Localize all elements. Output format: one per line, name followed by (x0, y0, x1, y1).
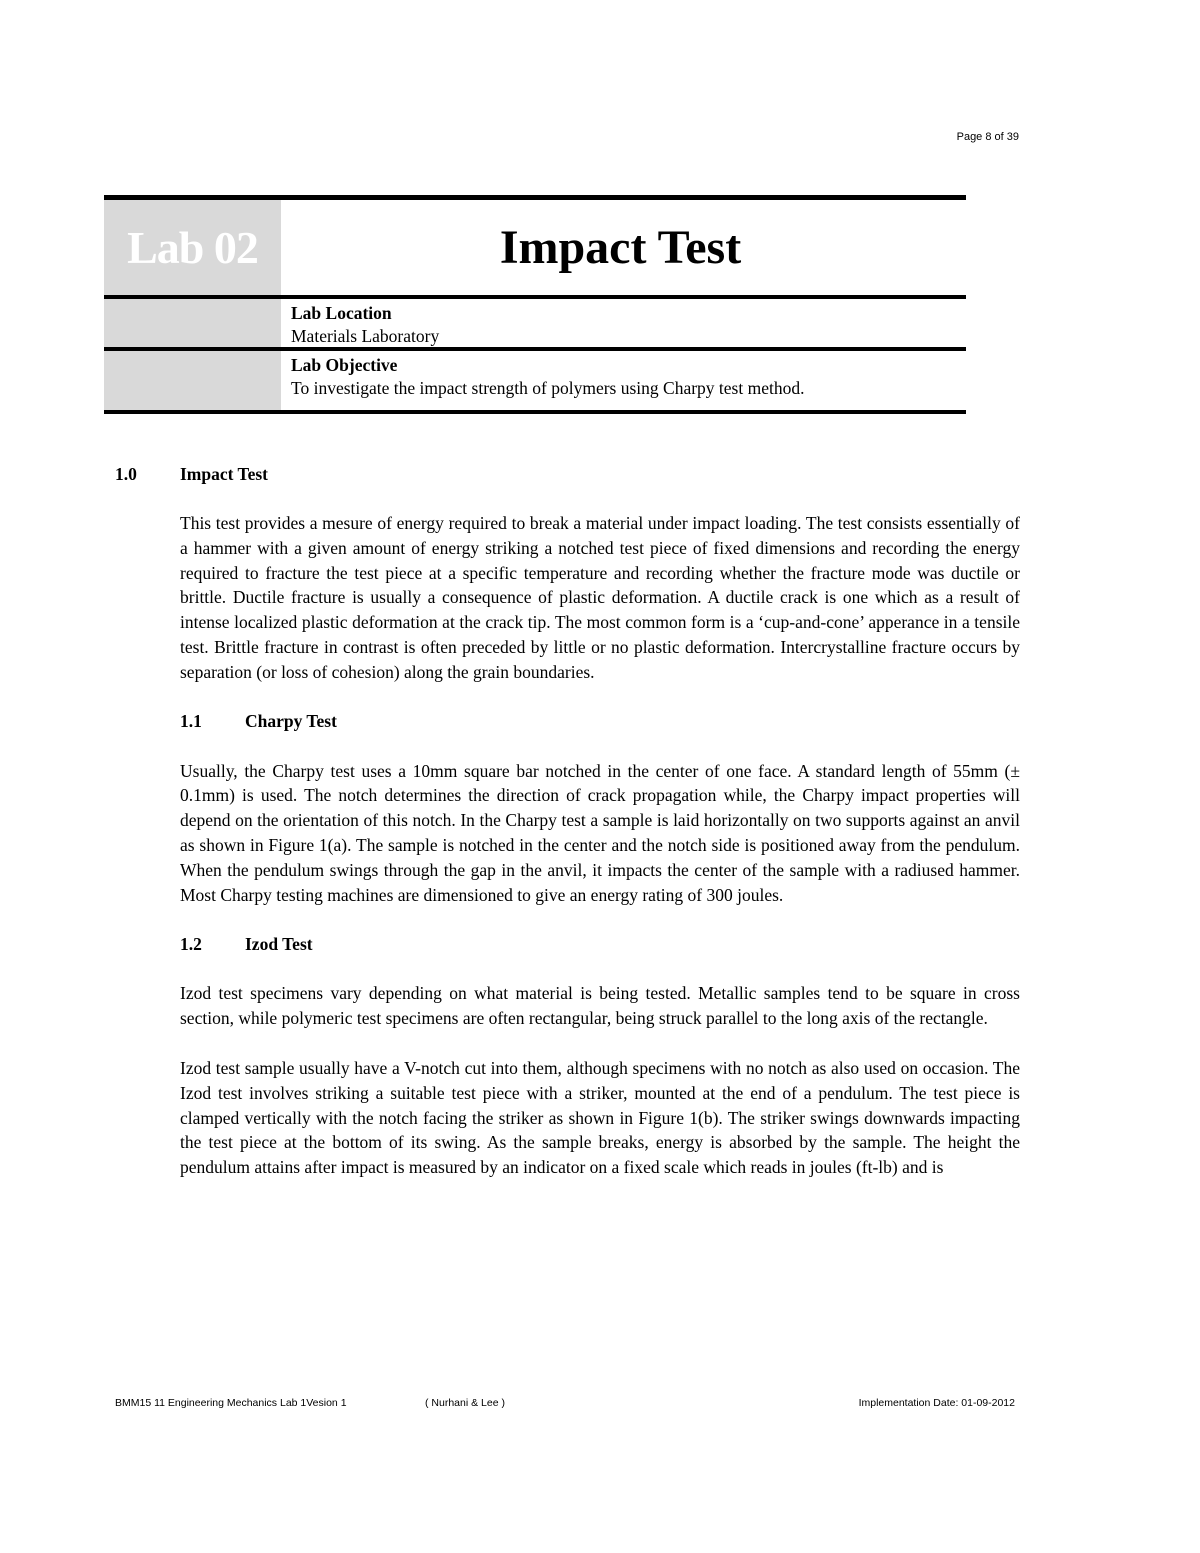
paragraph: Izod test sample usually have a V-notch cut into them, although specimens with no notch as also used on occasion. The Izod test involves striking a suitable test piece with a striker, mounted at the end of a pendulum. The test piece is clamped vertically with the notch facing the striker as shown in Figure 1(b). The striker swings downwards impacting the test piece at the bottom of its swing. As the sample breaks, energy is absorbed by the sample. The height the pendulum attains after impact is measured by an indicator on a fixed scale which reads in joules (ft-lb) and is (180, 1057, 1020, 1178)
footer-authors: ( Nurhani & Lee ) (425, 1397, 505, 1409)
subsection-title: Charpy Test (245, 711, 337, 732)
lab-objective-value: To investigate the impact strength of polymers using Charpy test method. (291, 378, 805, 398)
subsection-title: Izod Test (245, 933, 313, 954)
section-title: Impact Test (180, 463, 268, 484)
lab-badge-cell (104, 200, 281, 295)
footer-course: BMM15 11 Engineering Mechanics Lab 1Vesion 1 (115, 1397, 347, 1409)
lab-location-value: Materials Laboratory (291, 326, 440, 346)
header-bottom-rule (104, 410, 966, 414)
subsection-number: 1.1 (180, 711, 202, 732)
paragraph: Usually, the Charpy test uses a 10mm square bar notched in the center of one face. A standard length of 55mm (± 0.1mm) is used. The notch determines the direction of crack propagation while, the Charpy impact properties will depend on the orientation of this notch. In the Charpy test a sample is laid horizontally on two supports against an anvil as shown in Figure 1(a). The sample is notched in the center and the notch side is positioned away from the pendulum. When the pendulum swings through the gap in the anvil, it impacts the center of the sample with a radiused hammer. Most Charpy testing machines are dimensioned to give an energy rating of 300 joules. (180, 760, 1020, 905)
subsection-number: 1.2 (180, 933, 202, 954)
subsection-heading (180, 710, 1020, 734)
lab-location (281, 299, 966, 347)
paragraph: This test provides a mesure of energy required to break a material under impact loading. The test consists essentially of a hammer with a given amount of energy striking a notched test piece of fixed dimensions and recording the energy required to fracture the test piece at a specific temperature and recording whether the fracture mode was ductile or brittle. Ductile fracture is usually a consequence of plastic deformation. A ductile crack is one which as a result of intense localized plastic deformation at the crack tip. The most common form is a ‘cup-and-cone’ apperance in a tensile test. Brittle fracture in contrast is often preceded by little or no plastic deformation. Intercrystalline fracture occurs by separation (or loss of cohesion) along the grain boundaries. (180, 513, 1020, 682)
page-footer (115, 1397, 1020, 1413)
section-heading (115, 462, 1020, 486)
section-number: 1.0 (115, 463, 137, 484)
document-body (115, 462, 1020, 1180)
lab-header-table (104, 195, 966, 414)
lab-objective-label: Lab Objective (291, 355, 398, 375)
lab-objective (281, 351, 966, 410)
lab-title: Impact Test (499, 221, 742, 274)
subsection-heading (180, 932, 1020, 956)
footer-date: Implementation Date: 01-09-2012 (858, 1397, 1015, 1409)
lab-location-label: Lab Location (291, 303, 392, 323)
lab-badge: Lab 02 (127, 222, 258, 273)
paragraph: Izod test specimens vary depending on what material is being tested. Metallic samples tend to be square in cross section, while polymeric test specimens are often rectangular, being struck parallel to the long axis of the rectangle. (180, 983, 1020, 1029)
page-number: Page 8 of 39 (956, 131, 1019, 143)
